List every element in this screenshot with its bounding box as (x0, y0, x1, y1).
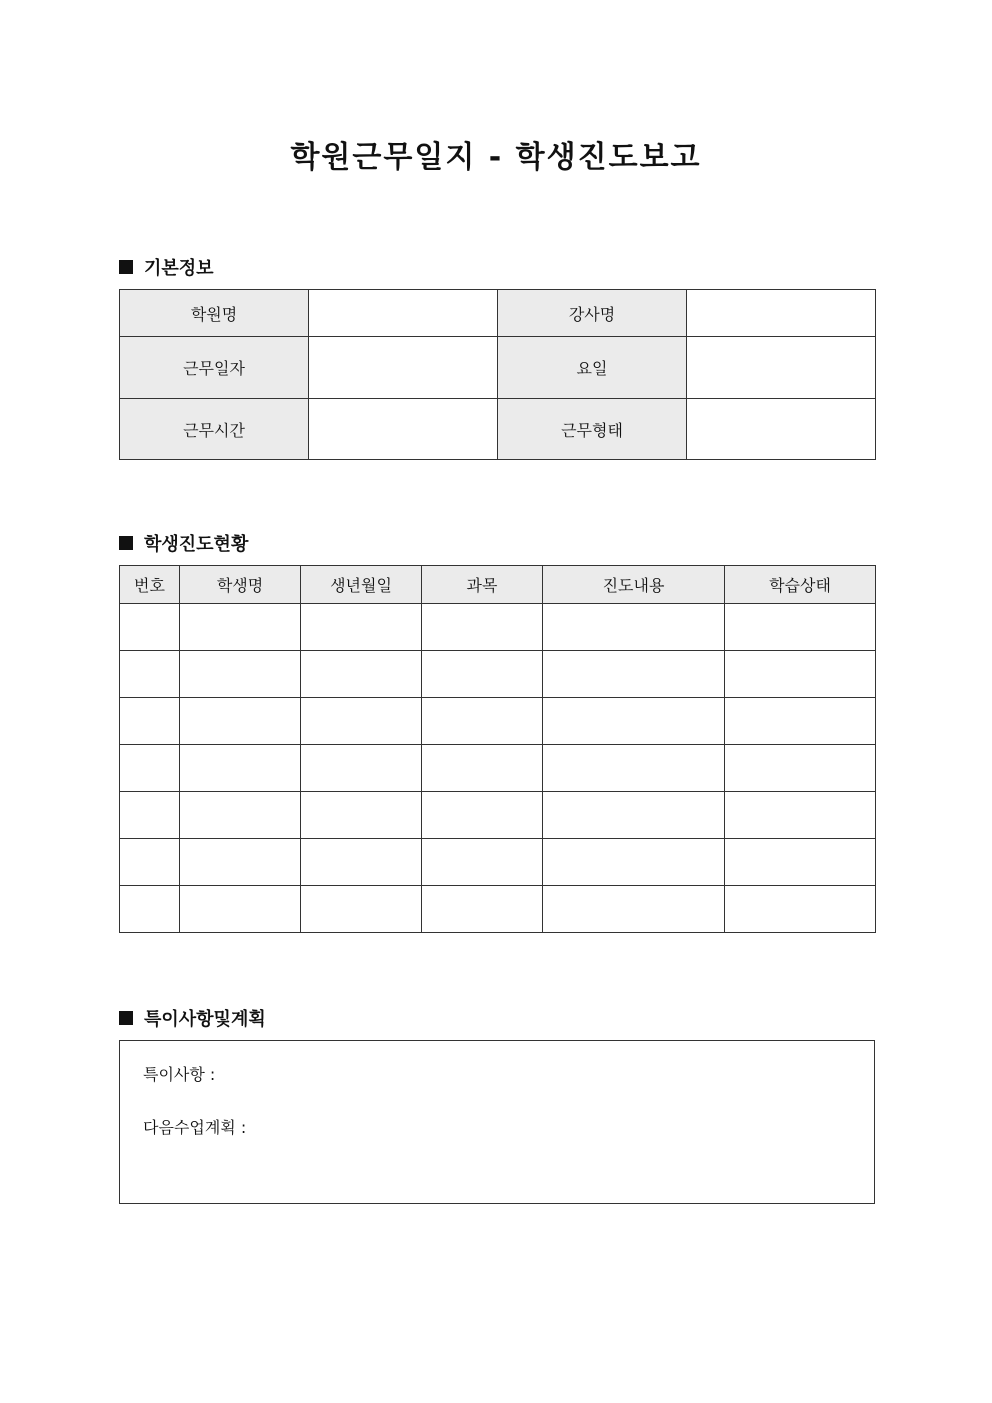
info-label-work-date: 근무일자 (120, 337, 309, 399)
table-row (120, 745, 876, 792)
table-cell[interactable] (301, 792, 422, 839)
table-cell[interactable] (725, 698, 876, 745)
info-row (120, 337, 876, 399)
academy-name-field[interactable] (309, 290, 498, 337)
table-cell[interactable] (725, 745, 876, 792)
work-type-field[interactable] (687, 399, 876, 460)
table-cell[interactable] (180, 651, 301, 698)
table-cell[interactable] (422, 604, 543, 651)
table-cell[interactable] (543, 792, 725, 839)
table-row (120, 651, 876, 698)
section-basic-info-heading (119, 254, 214, 280)
table-row (120, 886, 876, 933)
column-header: 학생명 (180, 566, 301, 604)
table-cell[interactable] (301, 698, 422, 745)
basic-info-table (119, 289, 876, 460)
work-hours-field[interactable] (309, 399, 498, 460)
table-cell[interactable] (301, 604, 422, 651)
table-cell[interactable] (180, 886, 301, 933)
column-header: 학습상태 (725, 566, 876, 604)
square-bullet-icon (119, 260, 133, 274)
table-cell[interactable] (543, 604, 725, 651)
weekday-field[interactable] (687, 337, 876, 399)
table-row (120, 839, 876, 886)
table-cell[interactable] (543, 839, 725, 886)
table-cell[interactable] (422, 886, 543, 933)
table-cell[interactable] (180, 698, 301, 745)
table-cell[interactable] (120, 745, 180, 792)
info-label-work-hours: 근무시간 (120, 399, 309, 460)
table-cell[interactable] (725, 651, 876, 698)
table-cell[interactable] (180, 839, 301, 886)
column-header: 번호 (120, 566, 180, 604)
table-cell[interactable] (725, 792, 876, 839)
info-row (120, 290, 876, 337)
table-cell[interactable] (120, 792, 180, 839)
section-basic-info-label: 기본정보 (144, 258, 214, 279)
table-row (120, 604, 876, 651)
table-cell[interactable] (725, 839, 876, 886)
info-label-work-type: 근무형태 (498, 399, 687, 460)
table-cell[interactable] (422, 745, 543, 792)
column-header: 과목 (422, 566, 543, 604)
next-plan-label: 다음수업계획 : (143, 1118, 247, 1137)
notes-box[interactable] (119, 1040, 875, 1204)
table-cell[interactable] (301, 839, 422, 886)
table-cell[interactable] (422, 839, 543, 886)
table-cell[interactable] (725, 604, 876, 651)
table-cell[interactable] (301, 651, 422, 698)
table-cell[interactable] (543, 698, 725, 745)
section-progress-heading (119, 530, 248, 556)
section-notes-heading (119, 1005, 266, 1031)
table-cell[interactable] (543, 651, 725, 698)
table-row (120, 792, 876, 839)
table-cell[interactable] (180, 604, 301, 651)
square-bullet-icon (119, 1011, 133, 1025)
column-header: 생년월일 (301, 566, 422, 604)
table-cell[interactable] (120, 698, 180, 745)
info-row (120, 399, 876, 460)
info-label-weekday: 요일 (498, 337, 687, 399)
table-cell[interactable] (422, 651, 543, 698)
table-cell[interactable] (543, 745, 725, 792)
table-row (120, 698, 876, 745)
column-header: 진도내용 (543, 566, 725, 604)
table-cell[interactable] (120, 839, 180, 886)
table-cell[interactable] (422, 792, 543, 839)
table-cell[interactable] (301, 745, 422, 792)
section-progress-label: 학생진도현황 (144, 534, 249, 555)
table-cell[interactable] (725, 886, 876, 933)
table-cell[interactable] (180, 792, 301, 839)
table-cell[interactable] (543, 886, 725, 933)
table-cell[interactable] (180, 745, 301, 792)
table-cell[interactable] (120, 604, 180, 651)
page-title: 학원근무일지 - 학생진도보고 (290, 140, 702, 175)
special-notes-label: 특이사항 : (143, 1065, 216, 1084)
table-cell[interactable] (120, 886, 180, 933)
teacher-name-field[interactable] (687, 290, 876, 337)
info-label-academy: 학원명 (120, 290, 309, 337)
table-cell[interactable] (422, 698, 543, 745)
section-notes-label: 특이사항및계획 (144, 1009, 266, 1030)
square-bullet-icon (119, 536, 133, 550)
student-progress-table (119, 565, 876, 933)
info-label-teacher: 강사명 (498, 290, 687, 337)
table-header-row (120, 566, 876, 604)
table-cell[interactable] (301, 886, 422, 933)
work-date-field[interactable] (309, 337, 498, 399)
table-cell[interactable] (120, 651, 180, 698)
